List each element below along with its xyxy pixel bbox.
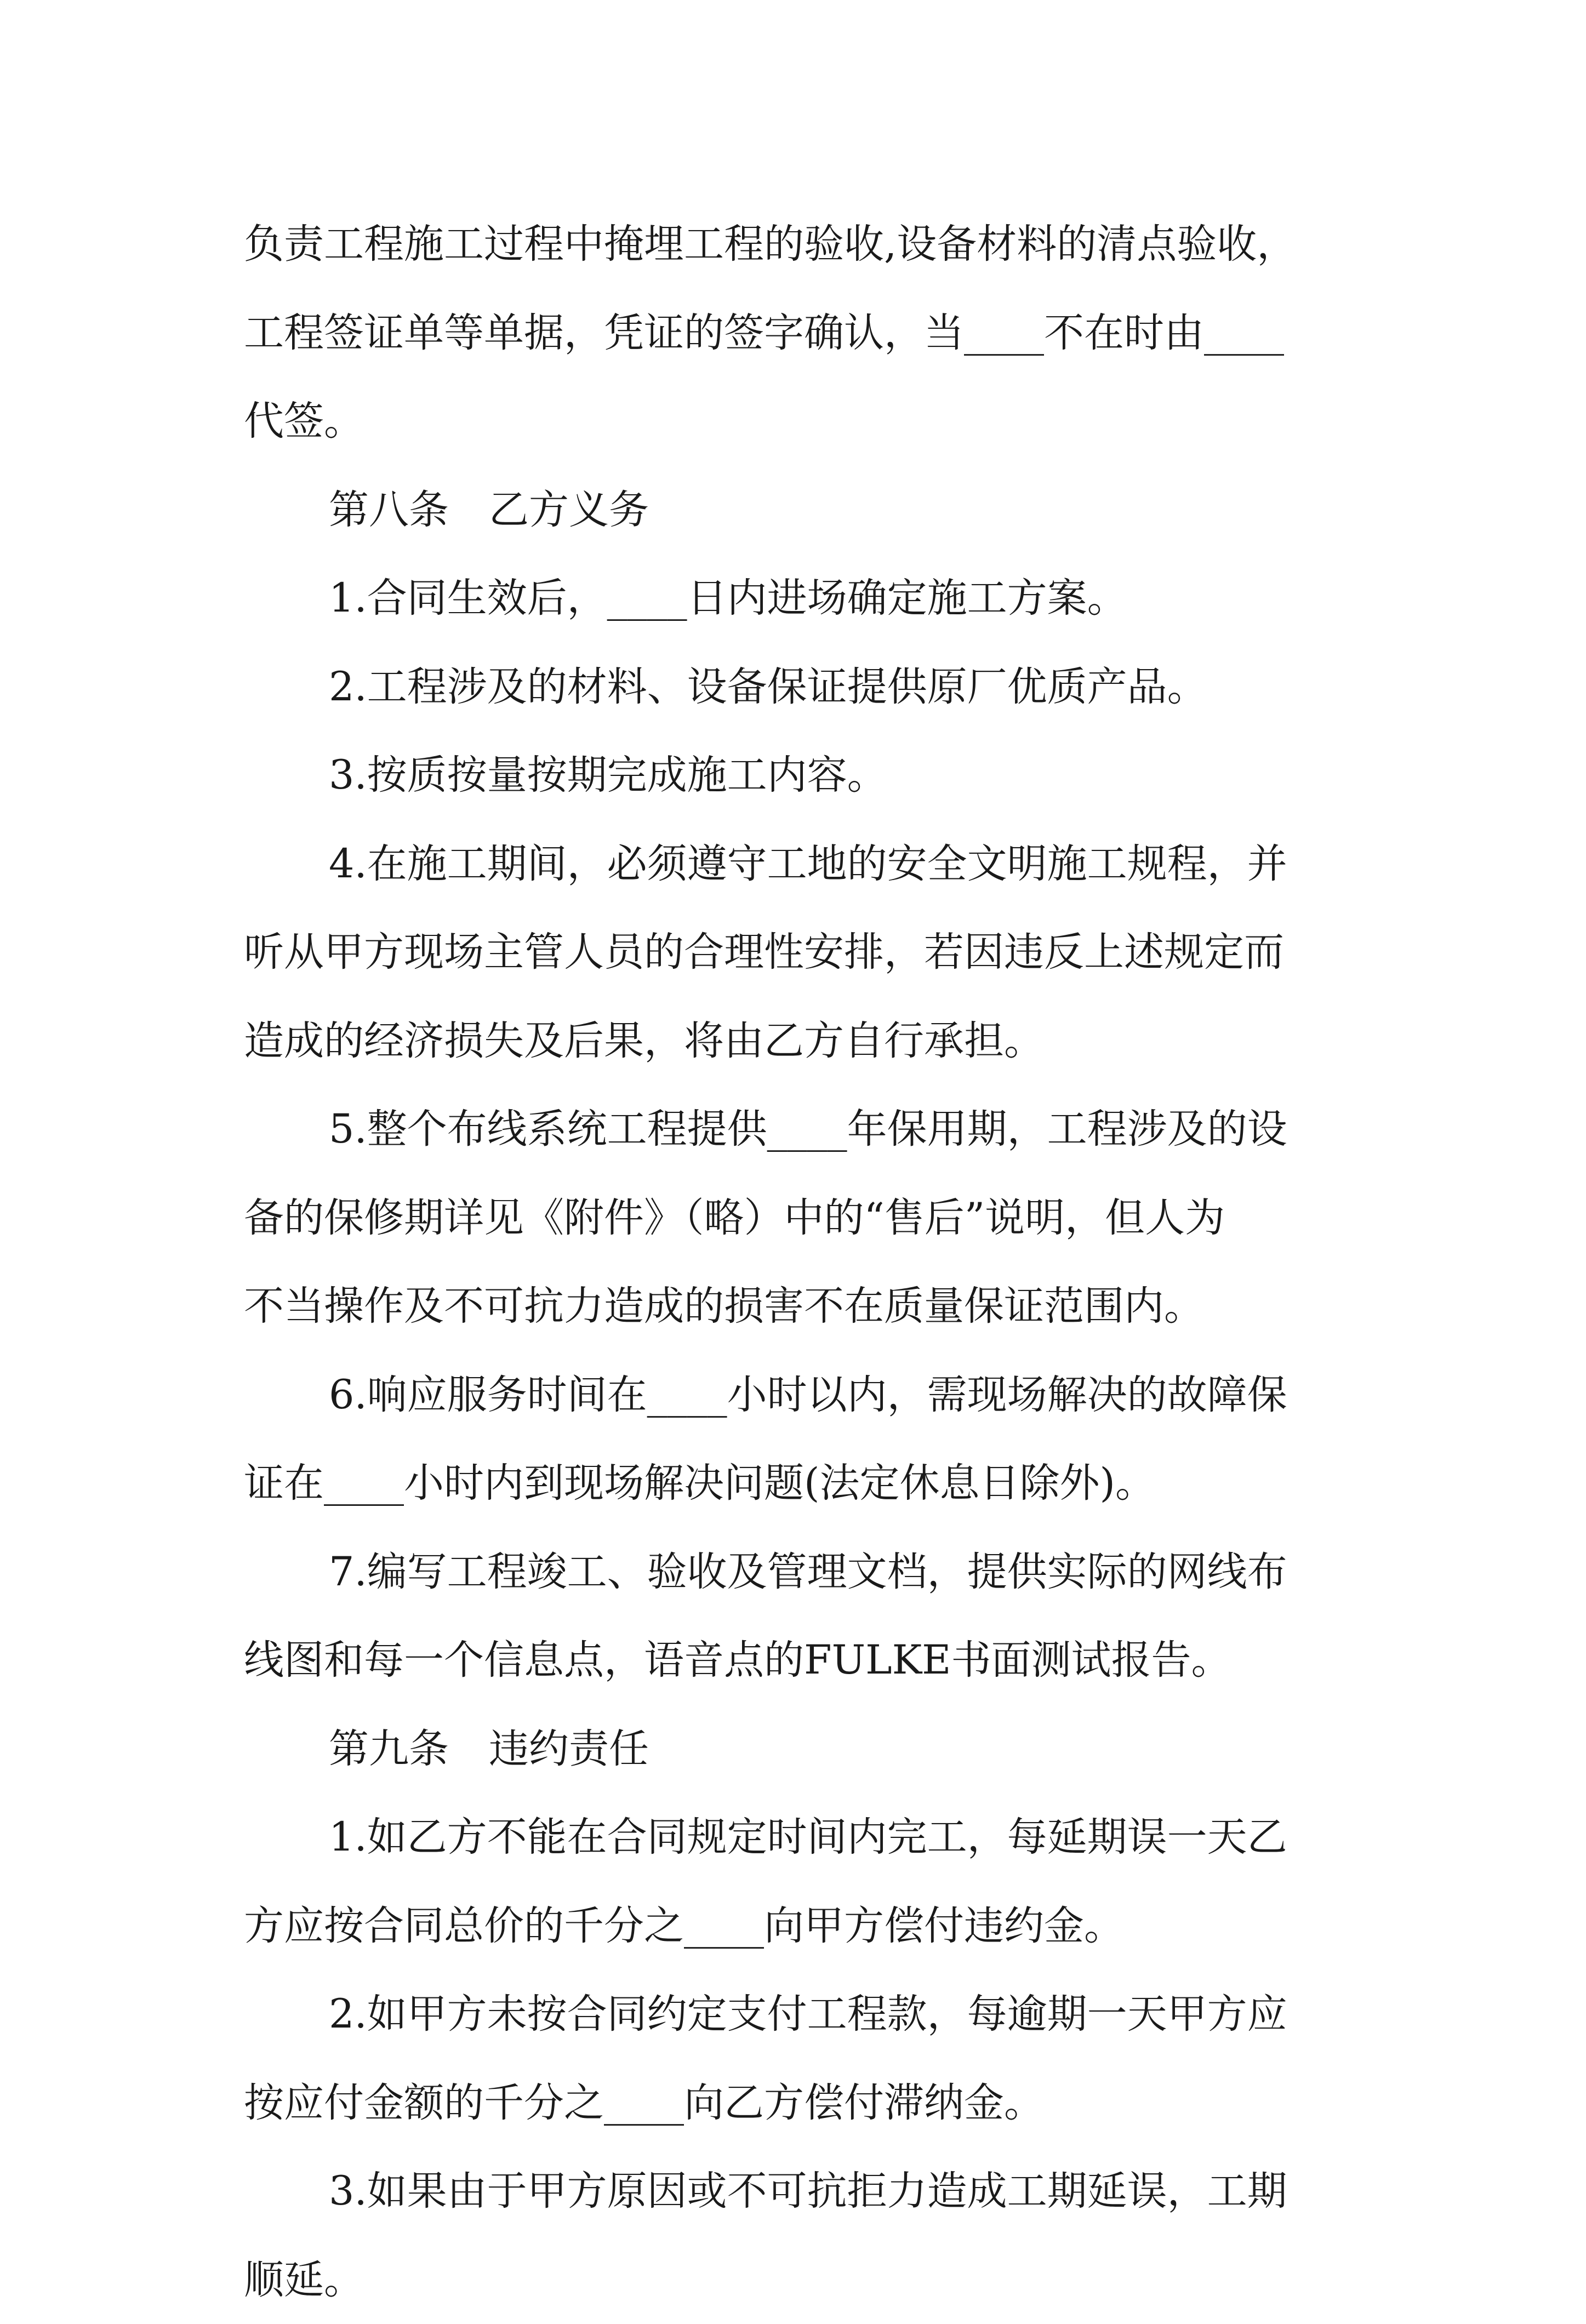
text-line: 听从甲方现场主管人员的合理性安排，若因违反上述规定而 [244,908,1384,997]
text-line: 1.如乙方不能在合同规定时间内完工，每延期误一天乙 [244,1793,1384,1882]
text-line: 7.编写工程竣工、验收及管理文档，提供实际的网线布 [244,1528,1384,1617]
text-line: 4.在施工期间，必须遵守工地的安全文明施工规程，并 [244,820,1384,909]
text-line: 方应按合同总价的千分之____向甲方偿付违约金。 [244,1882,1384,1971]
text-line: 2.如甲方未按合同约定支付工程款，每逾期一天甲方应 [244,1970,1384,2059]
text-line: 3.如果由于甲方原因或不可抗拒力造成工期延误，工期 [244,2147,1384,2236]
text-line: 不当操作及不可抗力造成的损害不在质量保证范围内。 [244,1262,1384,1351]
text-line: 备的保修期详见《附件》（略）中的“售后”说明，但人为 [244,1174,1384,1263]
text-line: 第九条 违约责任 [244,1705,1384,1794]
text-line: 工程签证单等单据，凭证的签字确认，当____不在时由____ [244,289,1384,378]
text-line: 顺延。 [244,2236,1384,2324]
text-line: 负责工程施工过程中掩埋工程的验收,设备材料的清点验收， [244,200,1384,289]
text-line: 证在____小时内到现场解决问题(法定休息日除外)。 [244,1439,1384,1528]
text-line: 3.按质按量按期完成施工内容。 [244,731,1384,820]
text-line: 6.响应服务时间在____小时以内，需现场解决的故障保 [244,1351,1384,1440]
text-line: 5.整个布线系统工程提供____年保用期，工程涉及的设 [244,1085,1384,1174]
text-line: 1.合同生效后，____日内进场确定施工方案。 [244,554,1384,643]
text-line: 造成的经济损失及后果，将由乙方自行承担。 [244,997,1384,1086]
text-line: 第八条 乙方义务 [244,466,1384,555]
text-line: 线图和每一个信息点，语音点的FULKE书面测试报告。 [244,1616,1384,1705]
text-line: 代签。 [244,377,1384,466]
contract-text-body [244,200,1384,2324]
text-line: 2.工程涉及的材料、设备保证提供原厂优质产品。 [244,643,1384,732]
text-line: 按应付金额的千分之____向乙方偿付滞纳金。 [244,2059,1384,2148]
